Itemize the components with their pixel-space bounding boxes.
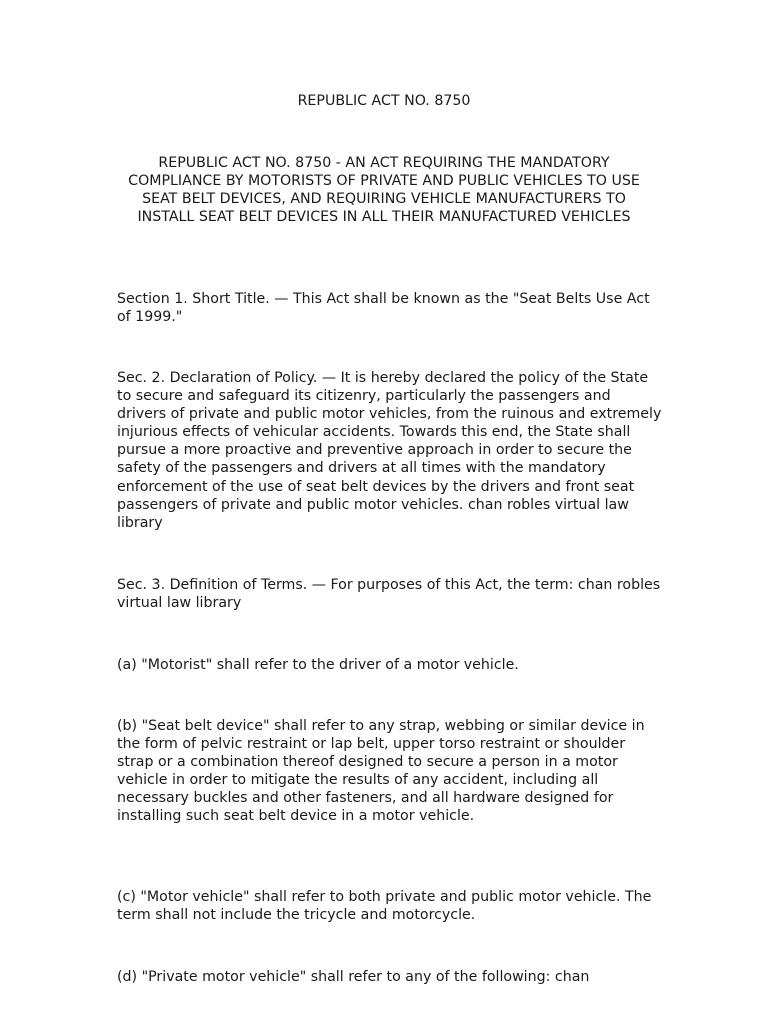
document-title: REPUBLIC ACT NO. 8750 — [297, 93, 471, 109]
section-3-paragraph: Sec. 3. Definition of Terms. — For purposes of this Act, the term: chan robles virtual law library — [117, 577, 661, 612]
definition-d-paragraph: (d) "Private motor vehicle" shall refer to any of the following: chan — [117, 969, 590, 985]
section-2-paragraph: Sec. 2. Declaration of Policy. — It is hereby declared the policy of the State to secure and safeguard its citizenry, particularly the passengers and drivers of private and public motor vehicles, from the ruinous and extremely injurious effects of vehicular accidents. Towards this end, the State shall pursue a more proactive and preventive approach in order to secure the safety of the passengers and drivers at all times with the mandatory enforcement of the use of seat belt devices by the drivers and front seat passengers of private and public motor vehicles. chan robles virtual law library — [117, 370, 662, 531]
document-subtitle: REPUBLIC ACT NO. 8750 - AN ACT REQUIRING THE MANDATORY COMPLIANCE BY MOTORISTS OF PRIVATE AND PUBLIC VEHICLES TO USE SEAT BELT DEVICES, AND REQUIRING VEHICLE MANUFACTURERS TO INSTALL SEAT BELT DEVICES IN ALL THEIR MANUFACTURED VEHICLES — [128, 155, 640, 226]
definition-c-paragraph: (c) "Motor vehicle" shall refer to both private and public motor vehicle. The term shall not include the tricycle and motorcycle. — [117, 889, 652, 924]
section-1-paragraph: Section 1. Short Title. — This Act shall be known as the "Seat Belts Use Act of 1999." — [117, 291, 650, 326]
definition-a-paragraph: (a) "Motorist" shall refer to the driver of a motor vehicle. — [117, 657, 519, 673]
definition-b-paragraph: (b) "Seat belt device" shall refer to any strap, webbing or similar device in the form of pelvic restraint or lap belt, upper torso restraint or shoulder strap or a combination thereof designed to secure a person in a motor vehicle in order to mitigate the results of any accident, including all necessary buckles and other fasteners, and all hardware designed for installing such seat belt device in a motor vehicle. — [117, 718, 645, 825]
